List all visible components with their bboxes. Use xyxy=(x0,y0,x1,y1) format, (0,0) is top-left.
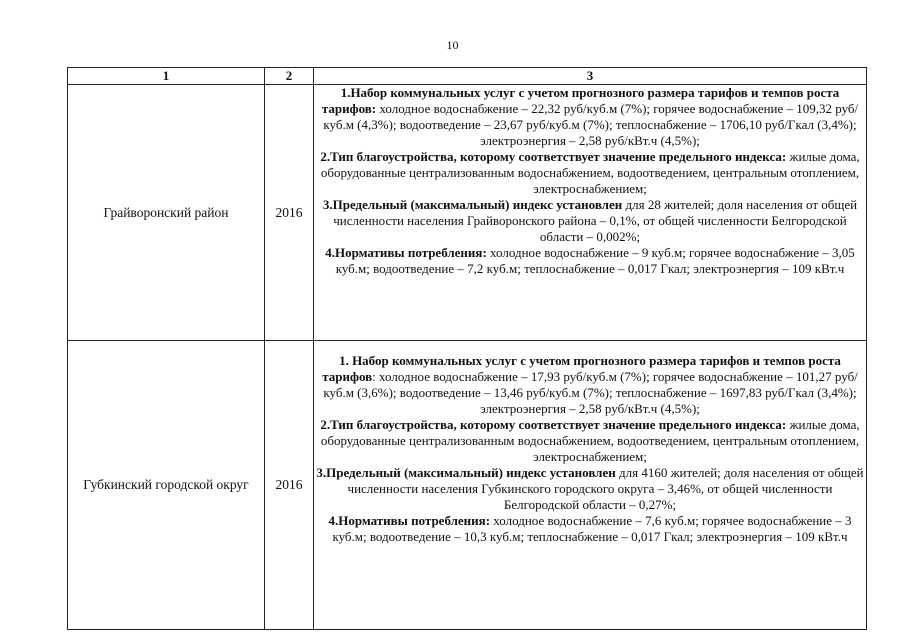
paragraph-text: : холодное водоснабжение – 17,93 руб/куб.м (7%); горячее водоснабжение – 101,27 руб/куб.м (3,6%); водоотведение – 13,46 руб/куб.м (7%); теплоснабжение – 1697,83 руб/Гкал (3,4%); электроэнергия – 2,58 руб/кВт.ч (4,5%); xyxy=(323,369,858,416)
paragraph-heading: 3.Предельный (максимальный) индекс установлен xyxy=(316,465,616,480)
header-col-2: 2 xyxy=(265,68,314,85)
year: 2016 xyxy=(265,85,314,341)
year: 2016 xyxy=(265,341,314,630)
table-row xyxy=(68,341,867,630)
paragraph-norms xyxy=(314,513,866,545)
table-row xyxy=(68,85,867,341)
header-col-1: 1 xyxy=(68,68,265,85)
page-number: 10 xyxy=(446,38,459,52)
paragraph-text: холодное водоснабжение – 9 куб.м; горячее водоснабжение – 3,05 куб.м; водоотведение – 7,2 куб.м; теплоснабжение – 0,017 Гкал; электроэнергия – 109 кВт.ч xyxy=(335,245,855,276)
header-col-3: 3 xyxy=(314,68,867,85)
description xyxy=(314,85,867,341)
paragraph-text: холодное водоснабжение – 7,6 куб.м; горячее водоснабжение – 3 куб.м; водоотведение – 10,3 куб.м; теплоснабжение – 0,017 Гкал; электроэнергия – 109 кВт.ч xyxy=(332,513,852,544)
paragraph-heading: 4.Нормативы потребления: xyxy=(328,513,491,528)
paragraph-text: жилые дома, оборудованные централизованным водоснабжением, водоотведением, центральным отоплением, электроснабжением; xyxy=(320,149,860,196)
paragraph-heading: 2.Тип благоустройства, которому соответствует значение предельного индекса: xyxy=(320,149,787,164)
paragraph-text: для 4160 жителей; доля населения от общей численности населения Губкинского городского округа – 3,46%, от общей численности Белгородской области – 0,27%; xyxy=(347,465,864,512)
paragraph-heading: 3.Предельный (максимальный) индекс установлен xyxy=(322,197,623,212)
paragraph-index xyxy=(314,465,866,513)
paragraph-heading: 2.Тип благоустройства, которому соответствует значение предельного индекса: xyxy=(320,417,787,432)
paragraph-heading: 1.Набор коммунальных услуг с учетом прогнозного размера тарифов и темпов роста тарифов: xyxy=(321,85,840,116)
paragraph-type xyxy=(314,417,866,465)
paragraph-heading: 4.Нормативы потребления: xyxy=(325,245,487,260)
paragraph-text: холодное водоснабжение – 22,32 руб/куб.м (7%); горячее водоснабжение – 109,32 руб/куб.м (4,3%); водоотведение – 23,67 руб/куб.м (7%); теплоснабжение – 1706,10 руб/Гкал (3,4%); электроэнергия – 2,58 руб/кВт.ч (4,5%); xyxy=(323,101,859,148)
paragraph-text: жилые дома, оборудованные централизованным водоснабжением, водоотведением, центральным отоплением, электроснабжением; xyxy=(320,417,860,464)
paragraph-services xyxy=(314,85,866,149)
description xyxy=(314,341,867,630)
region-name: Губкинский городской округ xyxy=(68,341,265,630)
region-name: Грайворонский район xyxy=(68,85,265,341)
header-row xyxy=(68,68,867,85)
paragraph-heading: 1. Набор коммунальных услуг с учетом прогнозного размера тарифов и темпов роста тарифов xyxy=(322,353,841,384)
paragraph-type xyxy=(314,149,866,197)
paragraph-index xyxy=(314,197,866,245)
paragraph-norms xyxy=(314,245,866,277)
paragraph-services xyxy=(314,353,866,417)
paragraph-text: для 28 жителей; доля населения от общей численности населения Грайворонского района – 0,1%, от общей численности Белгородской области – 0,002%; xyxy=(333,197,858,244)
tariff-table xyxy=(67,67,867,630)
